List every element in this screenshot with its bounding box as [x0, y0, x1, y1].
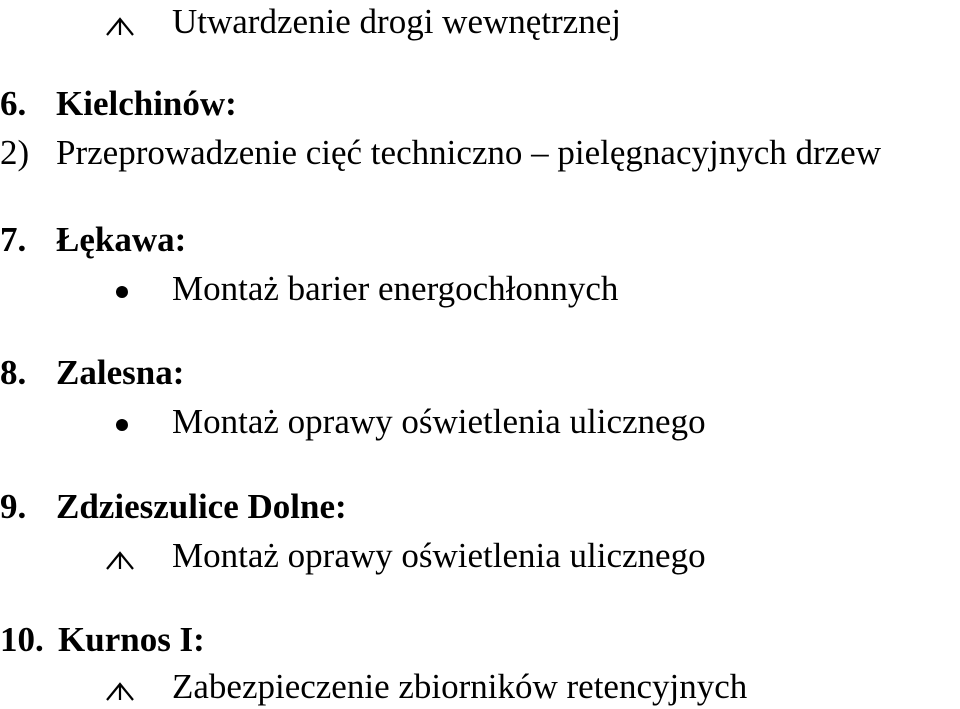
- section-title: Zdzieszulice Dolne:: [56, 487, 347, 526]
- section-heading: [0, 620, 205, 660]
- sub-item: [0, 133, 881, 173]
- section-heading: [0, 84, 237, 124]
- section-number: 6.: [0, 84, 27, 123]
- bullet-text: Utwardzenie drogi wewnętrznej: [172, 2, 621, 41]
- sub-item-number: 2): [0, 133, 30, 172]
- bullet-item: [105, 2, 621, 42]
- bullet-text: Montaż oprawy oświetlenia ulicznego: [172, 536, 706, 575]
- sub-item-text: Przeprowadzenie cięć techniczno – pielęgnacyjnych drzew: [56, 133, 881, 172]
- arrowhead-icon: [105, 10, 172, 40]
- section-title: Łękawa:: [56, 220, 187, 259]
- section-number: 10.: [0, 620, 44, 659]
- section-number: 9.: [0, 487, 27, 526]
- bullet-item: [105, 402, 706, 442]
- bullet-text: Montaż oprawy oświetlenia ulicznego: [172, 402, 706, 441]
- dot-icon: [105, 410, 172, 440]
- arrowhead-icon: [105, 544, 172, 574]
- section-title: Kurnos I:: [58, 620, 205, 659]
- section-title: Kielchinów:: [56, 84, 237, 123]
- bullet-text: Montaż barier energochłonnych: [172, 269, 619, 308]
- bullet-item: [105, 269, 618, 309]
- bullet-item: [105, 536, 706, 576]
- arrowhead-icon: [105, 675, 172, 705]
- bullet-item: [105, 667, 747, 707]
- bullet-text: Zabezpieczenie zbiorników retencyjnych: [172, 667, 748, 706]
- section-heading: [0, 353, 184, 393]
- section-heading: [0, 487, 347, 527]
- section-title: Zalesna:: [56, 353, 185, 392]
- dot-icon: [105, 277, 172, 307]
- section-number: 7.: [0, 220, 27, 259]
- section-number: 8.: [0, 353, 27, 392]
- section-heading: [0, 220, 186, 260]
